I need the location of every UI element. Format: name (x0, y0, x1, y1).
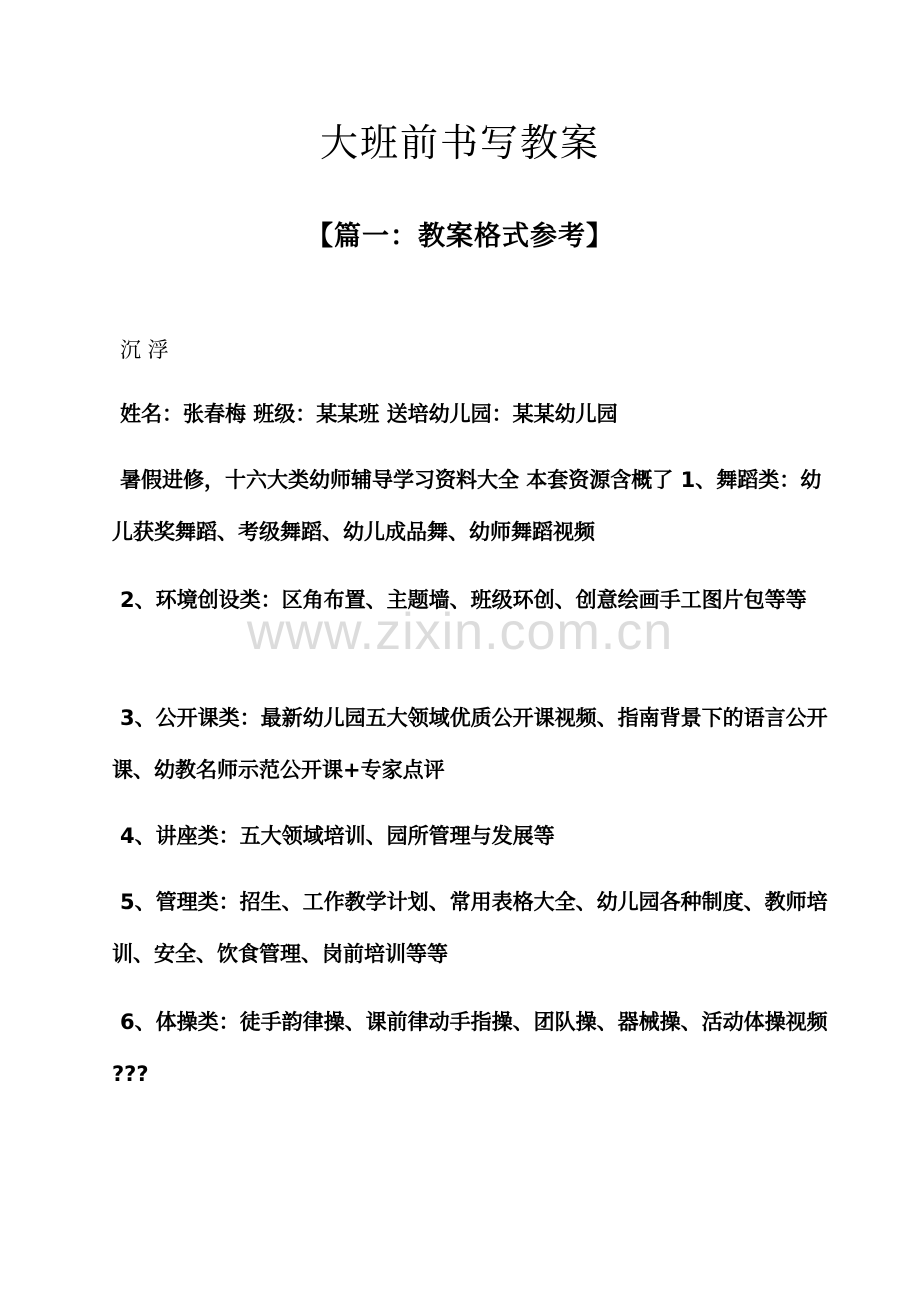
document-subtitle: 【篇一：教案格式参考】 (306, 221, 614, 252)
list-item-lecture: 4、讲座类：五大领域培训、园所管理与发展等 (120, 824, 555, 848)
list-item-management: 5、管理类：招生、工作教学计划、常用表格大全、幼儿园各种制度、教师培训、安全、饮食管理、岗前培训等等 (112, 890, 828, 966)
list-item-environment: 2、环境创设类：区角布置、主题墙、班级环创、创意绘画手工图片包等等 (120, 588, 807, 612)
section-heading: 沉 浮 (120, 338, 169, 362)
list-item-gymnastics: 6、体操类：徒手韵律操、课前律动手指操、团队操、器械操、活动体操视频 ??? (112, 1010, 828, 1086)
document-title: 大班前书写教案 (319, 121, 600, 165)
intro-paragraph: 暑假进修，十六大类幼师辅导学习资料大全 本套资源含概了 1、舞蹈类：幼儿获奖舞蹈、考级舞蹈、幼儿成品舞、幼师舞蹈视频 (112, 468, 822, 544)
list-item-open-class: 3、公开课类：最新幼儿园五大领域优质公开课视频、指南背景下的语言公开课、幼教名师示范公开课+专家点评 (112, 706, 828, 782)
watermark: www.zixin.com.cn (246, 603, 674, 661)
info-line: 姓名：张春梅 班级：某某班 送培幼儿园：某某幼儿园 (120, 402, 618, 426)
